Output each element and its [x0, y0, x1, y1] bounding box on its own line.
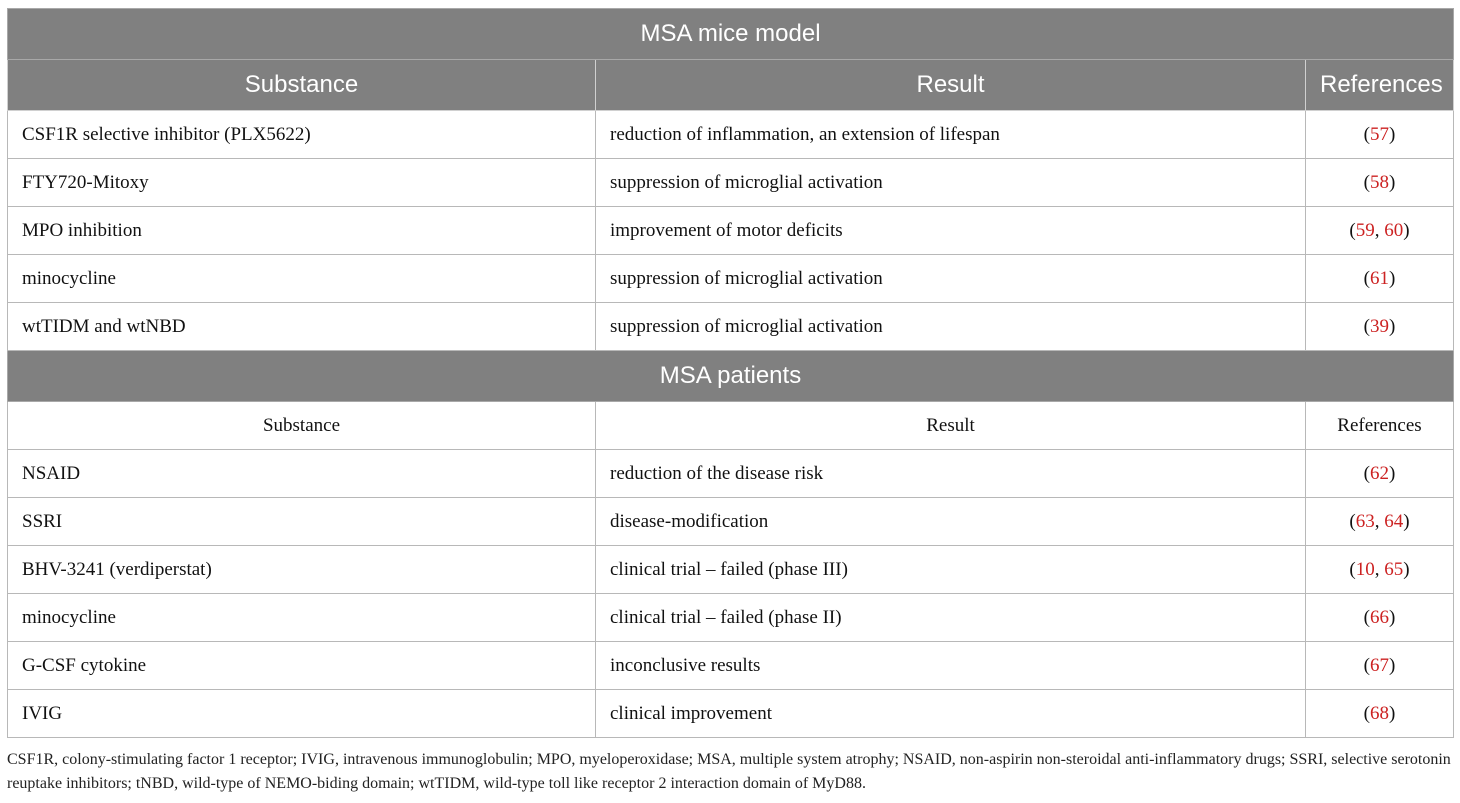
result-cell: clinical trial – failed (phase III) [596, 546, 1306, 594]
reference-link[interactable]: 57 [1370, 123, 1389, 145]
section-title: MSA mice model [8, 9, 1454, 60]
references-cell: (61) [1306, 255, 1454, 303]
reference-link[interactable]: 67 [1370, 654, 1389, 676]
substance-cell: G-CSF cytokine [8, 642, 596, 690]
table-footnote: CSF1R, colony-stimulating factor 1 receptor; IVIG, intravenous immunoglobulin; MPO, myeloperoxidase; MSA, multiple system atrophy; NSAID, non-aspirin non-steroidal anti-inflammatory drugs; SSRI, selective serotonin reuptake inhibitors; tNBD, wild-type of NEMO-biding domain; wtTIDM, wild-type toll like receptor 2 interaction domain of MyD88. [7, 751, 1451, 792]
column-header-references: References [1306, 402, 1454, 450]
references-cell: (10, 65) [1306, 546, 1454, 594]
reference-link[interactable]: 68 [1370, 702, 1389, 724]
substance-cell: wtTIDM and wtNBD [8, 303, 596, 351]
reference-link[interactable]: 64 [1384, 510, 1404, 532]
table-row [8, 111, 1454, 159]
substance-cell: CSF1R selective inhibitor (PLX5622) [8, 111, 596, 159]
references-cell: (66) [1306, 594, 1454, 642]
column-header-substance: Substance [8, 402, 596, 450]
section-header-patients [8, 351, 1454, 450]
substance-cell: MPO inhibition [8, 207, 596, 255]
table-row [8, 450, 1454, 498]
substance-cell: IVIG [8, 690, 596, 738]
table-row [8, 642, 1454, 690]
table-container [7, 8, 1453, 738]
section-title: MSA patients [8, 351, 1454, 402]
result-cell: inconclusive results [596, 642, 1306, 690]
column-header-row [8, 60, 1454, 111]
section-title-row [8, 9, 1454, 60]
table-row [8, 594, 1454, 642]
table-row [8, 546, 1454, 594]
substance-cell: SSRI [8, 498, 596, 546]
reference-link[interactable]: 65 [1384, 558, 1404, 580]
reference-link[interactable]: 39 [1370, 315, 1389, 337]
result-cell: improvement of motor deficits [596, 207, 1306, 255]
references-cell: (68) [1306, 690, 1454, 738]
substance-cell: BHV-3241 (verdiperstat) [8, 546, 596, 594]
table-row [8, 690, 1454, 738]
reference-link[interactable]: 59 [1355, 219, 1375, 241]
reference-link[interactable]: 62 [1370, 462, 1389, 484]
section-body-mice [8, 111, 1454, 351]
reference-link[interactable]: 63 [1355, 510, 1375, 532]
reference-link[interactable]: 61 [1370, 267, 1389, 289]
references-cell: (39) [1306, 303, 1454, 351]
result-cell: reduction of the disease risk [596, 450, 1306, 498]
result-cell: clinical improvement [596, 690, 1306, 738]
substance-cell: NSAID [8, 450, 596, 498]
table-row [8, 207, 1454, 255]
references-cell: (57) [1306, 111, 1454, 159]
references-cell: (63, 64) [1306, 498, 1454, 546]
table-row [8, 303, 1454, 351]
reference-link[interactable]: 58 [1370, 171, 1389, 193]
section-body-patients [8, 450, 1454, 738]
result-cell: clinical trial – failed (phase II) [596, 594, 1306, 642]
section-title-row [8, 351, 1454, 402]
reference-link[interactable]: 66 [1370, 606, 1389, 628]
substance-cell: minocycline [8, 594, 596, 642]
result-cell: disease-modification [596, 498, 1306, 546]
column-header-row [8, 402, 1454, 450]
reference-link[interactable]: 10 [1355, 558, 1375, 580]
table-row [8, 498, 1454, 546]
column-header-result: Result [596, 60, 1306, 111]
references-cell: (58) [1306, 159, 1454, 207]
msa-treatments-table [7, 8, 1454, 738]
result-cell: suppression of microglial activation [596, 303, 1306, 351]
column-header-substance: Substance [8, 60, 596, 111]
substance-cell: FTY720-Mitoxy [8, 159, 596, 207]
table-row [8, 159, 1454, 207]
references-cell: (59, 60) [1306, 207, 1454, 255]
column-header-references: References [1306, 60, 1454, 111]
result-cell: suppression of microglial activation [596, 255, 1306, 303]
references-cell: (67) [1306, 642, 1454, 690]
substance-cell: minocycline [8, 255, 596, 303]
references-cell: (62) [1306, 450, 1454, 498]
column-header-result: Result [596, 402, 1306, 450]
result-cell: reduction of inflammation, an extension of lifespan [596, 111, 1306, 159]
table-row [8, 255, 1454, 303]
result-cell: suppression of microglial activation [596, 159, 1306, 207]
reference-link[interactable]: 60 [1384, 219, 1404, 241]
